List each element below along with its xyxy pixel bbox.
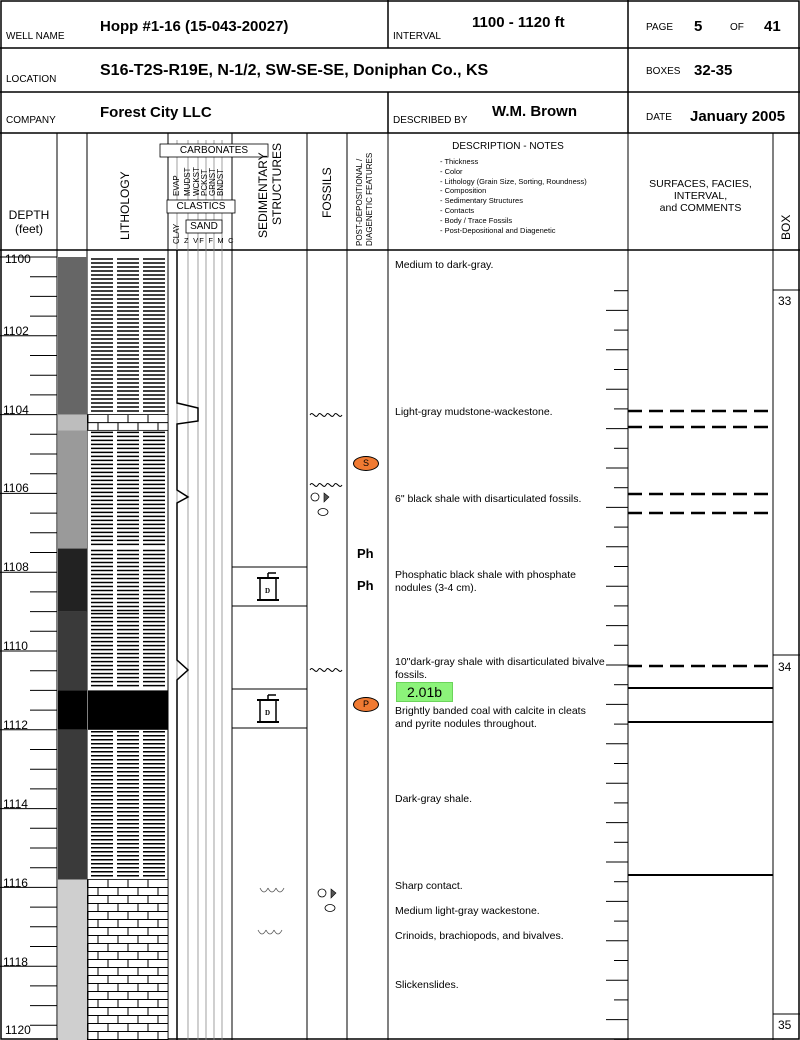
crinoid-icon — [268, 888, 276, 892]
box-number: 34 — [778, 660, 792, 674]
box-number: 35 — [778, 1018, 792, 1032]
page-number: 5 — [694, 18, 703, 35]
description-2: Light-gray mudstone-wackestone. — [395, 406, 553, 418]
bivalve-icon — [325, 905, 335, 912]
carb-wckst: WCKST — [192, 167, 201, 196]
depth-label: 1100 — [5, 252, 31, 266]
description-8: Sharp contact. — [395, 880, 463, 892]
disarticulated-fossil-icon — [310, 669, 342, 672]
carb-mudst: MUDST — [183, 167, 192, 196]
post-depo-header-2: DIAGENETIC FEATURES — [365, 152, 374, 246]
description-11: Slickenslides. — [395, 979, 459, 991]
carb-pckst: PCKST — [200, 169, 209, 196]
surfaces-header: SURFACES, FACIES, INTERVAL, and COMMENTS — [649, 178, 752, 214]
crinoid-icon — [260, 888, 268, 892]
described-by-value: W.M. Brown — [492, 103, 577, 120]
post-depo-header-1: POST-DEPOSITIONAL / — [355, 158, 364, 246]
brachiopod-icon — [331, 889, 336, 898]
phosphate-label: Ph — [357, 546, 374, 561]
core-symbol-glyph: D — [265, 587, 271, 595]
pyrite-marker: P — [353, 697, 379, 712]
sand-label: SAND — [190, 221, 218, 232]
bivalve-icon — [318, 509, 328, 516]
sample-badge: 2.01b — [396, 682, 453, 702]
date-label: DATE — [646, 112, 672, 123]
depth-label: 1108 — [3, 560, 29, 574]
depth-label: 1112 — [3, 718, 28, 732]
grain-size-curve — [177, 250, 198, 1040]
description-9: Medium light-gray wackestone. — [395, 905, 540, 917]
lithology-color-band — [58, 549, 87, 612]
lithology-color-band — [58, 430, 87, 548]
carb-grnst: GRNST — [208, 168, 217, 196]
description-7: Dark-gray shale. — [395, 793, 473, 805]
depth-label: 1104 — [3, 403, 29, 417]
depth-label: 1114 — [3, 797, 28, 811]
depth-label: 1118 — [3, 955, 28, 969]
description-3: 6" black shale with disarticulated fossils. — [395, 493, 582, 505]
lithology-color-band — [58, 415, 87, 431]
company-value: Forest City LLC — [100, 104, 212, 121]
description-5: 10"dark-gray shale with disarticulated bivalve fossils. — [395, 656, 605, 681]
clay-label: CLAY — [172, 223, 181, 244]
crinoid-icon — [274, 930, 282, 934]
sed-structures-header-1: SEDIMENTARY — [256, 152, 270, 238]
disarticulated-fossil-icon — [310, 414, 342, 417]
location-value: S16-T2S-R19E, N-1/2, SW-SE-SE, Doniphan Co., KS — [100, 62, 489, 79]
disarticulated-fossil-icon — [310, 484, 342, 487]
lithology-color-band — [58, 730, 87, 880]
depth-label: 1110 — [3, 639, 28, 653]
carb-bndst: BNDST — [216, 168, 225, 196]
carbonates-header: CARBONATES — [179, 145, 249, 156]
siderite-marker: S — [353, 456, 379, 471]
depth-label: 1102 — [3, 324, 29, 338]
depth-label: 1106 — [3, 481, 29, 495]
depth-label: 1120 — [5, 1023, 31, 1037]
sand-sizes: Z VF F M C — [184, 236, 235, 245]
lithology-color-band — [58, 690, 87, 729]
lithology-color-band — [58, 612, 87, 691]
of-label: OF — [730, 22, 744, 33]
gastropod-icon — [318, 889, 326, 897]
described-by-label: DESCRIBED BY — [393, 115, 468, 126]
date-value: January 2005 — [690, 108, 786, 125]
brachiopod-icon — [324, 493, 329, 502]
clastics-header: CLASTICS — [176, 201, 226, 212]
company-label: COMPANY — [6, 115, 56, 126]
boxes-label: BOXES — [646, 66, 681, 77]
location-label: LOCATION — [6, 74, 57, 85]
interval-value: 1100 - 1120 ft — [472, 14, 565, 31]
crinoid-icon — [266, 930, 274, 934]
sed-structures-header-2: STRUCTURES — [270, 142, 284, 225]
description-1: Medium to dark-gray. — [395, 259, 494, 271]
depth-label: 1116 — [3, 876, 28, 890]
lithology-color-band — [58, 257, 87, 415]
lithology-header: LITHOLOGY — [118, 171, 132, 240]
description-header: DESCRIPTION - NOTES — [452, 141, 564, 152]
box-header: BOX — [779, 214, 793, 240]
description-10: Crinoids, brachiopods, and bivalves. — [395, 930, 564, 942]
carb-evap: EVAP — [172, 175, 181, 196]
crinoid-icon — [258, 930, 266, 934]
gastropod-icon — [311, 493, 319, 501]
phosphate-label: Ph — [357, 578, 374, 593]
depth-header: DEPTH (feet) — [8, 208, 50, 236]
fossils-header: FOSSILS — [320, 167, 334, 218]
interval-label: INTERVAL — [393, 31, 441, 42]
core-symbol-glyph: D — [265, 709, 271, 717]
well-name: Hopp #1-16 (15-043-20027) — [100, 18, 289, 35]
coal-pattern — [88, 690, 168, 729]
description-6: Brightly banded coal with calcite in cleats and pyrite nodules throughout. — [395, 705, 586, 730]
page-total: 41 — [764, 18, 781, 35]
well-name-label: WELL NAME — [6, 31, 65, 42]
lithology-color-band — [58, 880, 87, 1040]
crinoid-icon — [276, 888, 284, 892]
page-label: PAGE — [646, 22, 674, 33]
box-number: 33 — [778, 294, 792, 308]
description-4: Phosphatic black shale with phosphate nodules (3-4 cm). — [395, 569, 576, 594]
boxes-value: 32-35 — [694, 62, 733, 79]
description-legend: - Thickness - Color - Lithology (Grain Size, Sorting, Roundness) - Composition - Sedimentary Structures - Contacts - Body / Trace Fossils - Post-Depositional and Diagenetic — [440, 157, 587, 235]
